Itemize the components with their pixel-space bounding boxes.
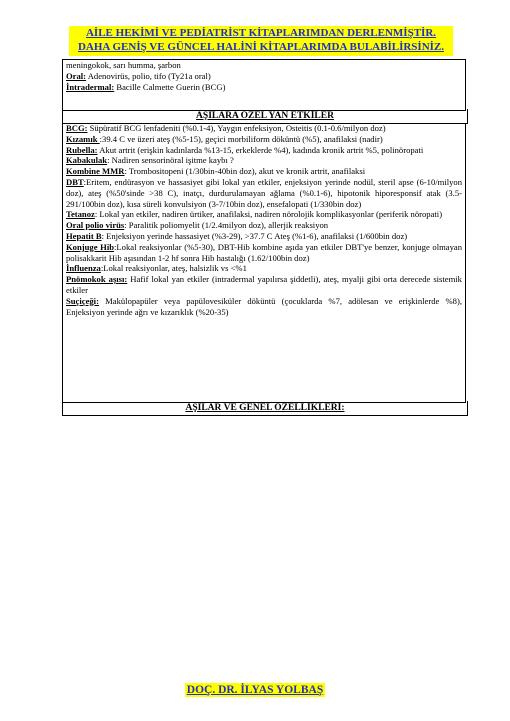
side-effect-item bbox=[66, 155, 462, 166]
side-effect-label: Kombine MMR bbox=[66, 166, 125, 177]
side-effect-label: Oral polio virüs bbox=[66, 220, 125, 231]
side-effects-list bbox=[66, 123, 462, 317]
side-effect-item bbox=[66, 145, 462, 156]
side-effect-item bbox=[66, 166, 462, 177]
side-effect-text: : Lokal yan etkiler, nadiren ürtiker, anafilaksi, nadiren nörolojik komplikasyonlar (periferik nöropati) bbox=[94, 209, 443, 220]
intradermal-label: İntradermal: bbox=[66, 81, 115, 92]
side-effect-item bbox=[66, 177, 462, 209]
side-effect-text: :Lokal reaksiyonlar (%5-30), DBT-Hib kombine aşıda yan etkiler DBT'ye benzer, konjuge olmayan polisakkarit Hib aşısından 1-2 hf sonra Hib hastalığı (1.62/100bin doz) bbox=[66, 241, 463, 263]
side-effect-label: BCG: bbox=[66, 123, 88, 133]
side-effect-label: Tetanoz bbox=[66, 209, 95, 220]
side-effect-label: İnfluenza bbox=[66, 263, 101, 274]
side-effect-label: Kabakulak bbox=[66, 155, 108, 166]
intradermal-text: Bacille Calmette Guerin (BCG) bbox=[114, 81, 226, 92]
oral-text: Adenovirüs, polio, tifo (Ty21a oral) bbox=[86, 70, 211, 81]
side-effect-text: : Nadiren sensorinöral işitme kaybı ? bbox=[107, 155, 234, 166]
side-effect-label: Suçiçeği: bbox=[66, 295, 99, 306]
side-effect-item bbox=[66, 296, 462, 318]
top-box-line-1: meningokok, sarı humma, şarbon bbox=[66, 60, 181, 70]
side-effect-text: : Paralitik poliomyelit (1/2.4milyon doz), allerjik reaksiyon bbox=[124, 220, 329, 231]
header-banner bbox=[69, 26, 453, 56]
section-title-side-effects: AŞILARA ÖZEL YAN ETKİLER bbox=[62, 109, 468, 124]
side-effect-text: :Eritem, endürasyon ve hassasiyet gibi lokal yan etkiler, enjeksiyon yerinde nodül, steril apse (6-10/milyon doz), ateş (%50'sinde >38 C), inatçı, durdurulamayan ağlama (%0.1-6), hipotonik hiporesponsif atak (3.5-291/100bin doz), kısa süreli konvulsiyon (3-7/10bin doz), ensefalopati (1/330bin doz) bbox=[66, 176, 462, 209]
side-effect-label: Konjuge Hib bbox=[66, 241, 115, 252]
intradermal-line bbox=[66, 82, 462, 93]
side-effect-item bbox=[66, 231, 462, 242]
side-effect-label: DBT bbox=[66, 176, 84, 187]
banner-line-1: AİLE HEKİMİ VE PEDİATRİST KİTAPLARIMDAN DERLENMİŞTİR. bbox=[85, 27, 437, 39]
side-effect-item bbox=[66, 263, 462, 274]
side-effect-text: : Trombositopeni (1/30bin-40bin doz), akut ve kronik artrit, anafilaksi bbox=[124, 166, 366, 177]
side-effect-text: : Enjeksiyon yerinde hassasiyet (%3-29), >37.7 C Ateş (%1-6), anafilaksi (1/600bin doz) bbox=[101, 230, 408, 241]
side-effect-label: Kızamık bbox=[66, 133, 100, 144]
side-effect-text: Akut artrit (erişkin kadınlarda %13-15, erkeklerde %4), kadında kronik artrit %5, polinöropati bbox=[97, 144, 424, 155]
side-effect-item bbox=[66, 242, 462, 264]
side-effect-text: Süpüratif BCG lenfadeniti (%0.1-4), Yaygın enfeksiyon, Osteitis (0.1-0.6/milyon doz) bbox=[87, 123, 386, 133]
side-effect-item bbox=[66, 274, 462, 296]
author-name: DOÇ. DR. İLYAS YOLBAŞ bbox=[186, 684, 324, 696]
side-effect-item bbox=[66, 220, 462, 231]
side-effect-text: :Lokal reaksiyonlar, ateş, halsizlik vs <%1 bbox=[100, 263, 247, 274]
oral-line bbox=[66, 71, 462, 82]
side-effect-item bbox=[66, 123, 462, 134]
side-effect-text: :39.4 C ve üzeri ateş (%5-15), geçici morbiliform döküntü (%5), anafilaksi (nadir) bbox=[99, 133, 383, 144]
oral-label: Oral: bbox=[66, 70, 87, 81]
side-effect-label: Hepatit B bbox=[66, 230, 102, 241]
side-effect-item bbox=[66, 209, 462, 220]
side-effect-label: Rubella: bbox=[66, 144, 98, 155]
author-footer bbox=[0, 684, 510, 696]
side-effect-text: Makülopapüler veya papülovesiküler döküntü (çocuklarda %7, adölesan ve erişkinlerde %8), Enjeksiyon yerinde ağrı ve kızarıklık (%20-35) bbox=[66, 295, 462, 317]
banner-line-2: DAHA GENİŞ VE GÜNCEL HALİNİ KİTAPLARIMDA BULABİLİRSİNİZ. bbox=[77, 41, 445, 53]
section-title-vaccines: AŞILAR VE GENEL ÖZELLİKLERİ: bbox=[62, 401, 468, 416]
side-effect-item bbox=[66, 134, 462, 145]
side-effect-label: Pnömokok aşısı: bbox=[66, 274, 128, 285]
side-effect-text: Hafif lokal yan etkiler (intradermal yapılırsa şiddetli), ateş, myalji gibi orta derecede sistemik etkiler bbox=[66, 274, 462, 295]
top-box-content bbox=[66, 60, 462, 92]
